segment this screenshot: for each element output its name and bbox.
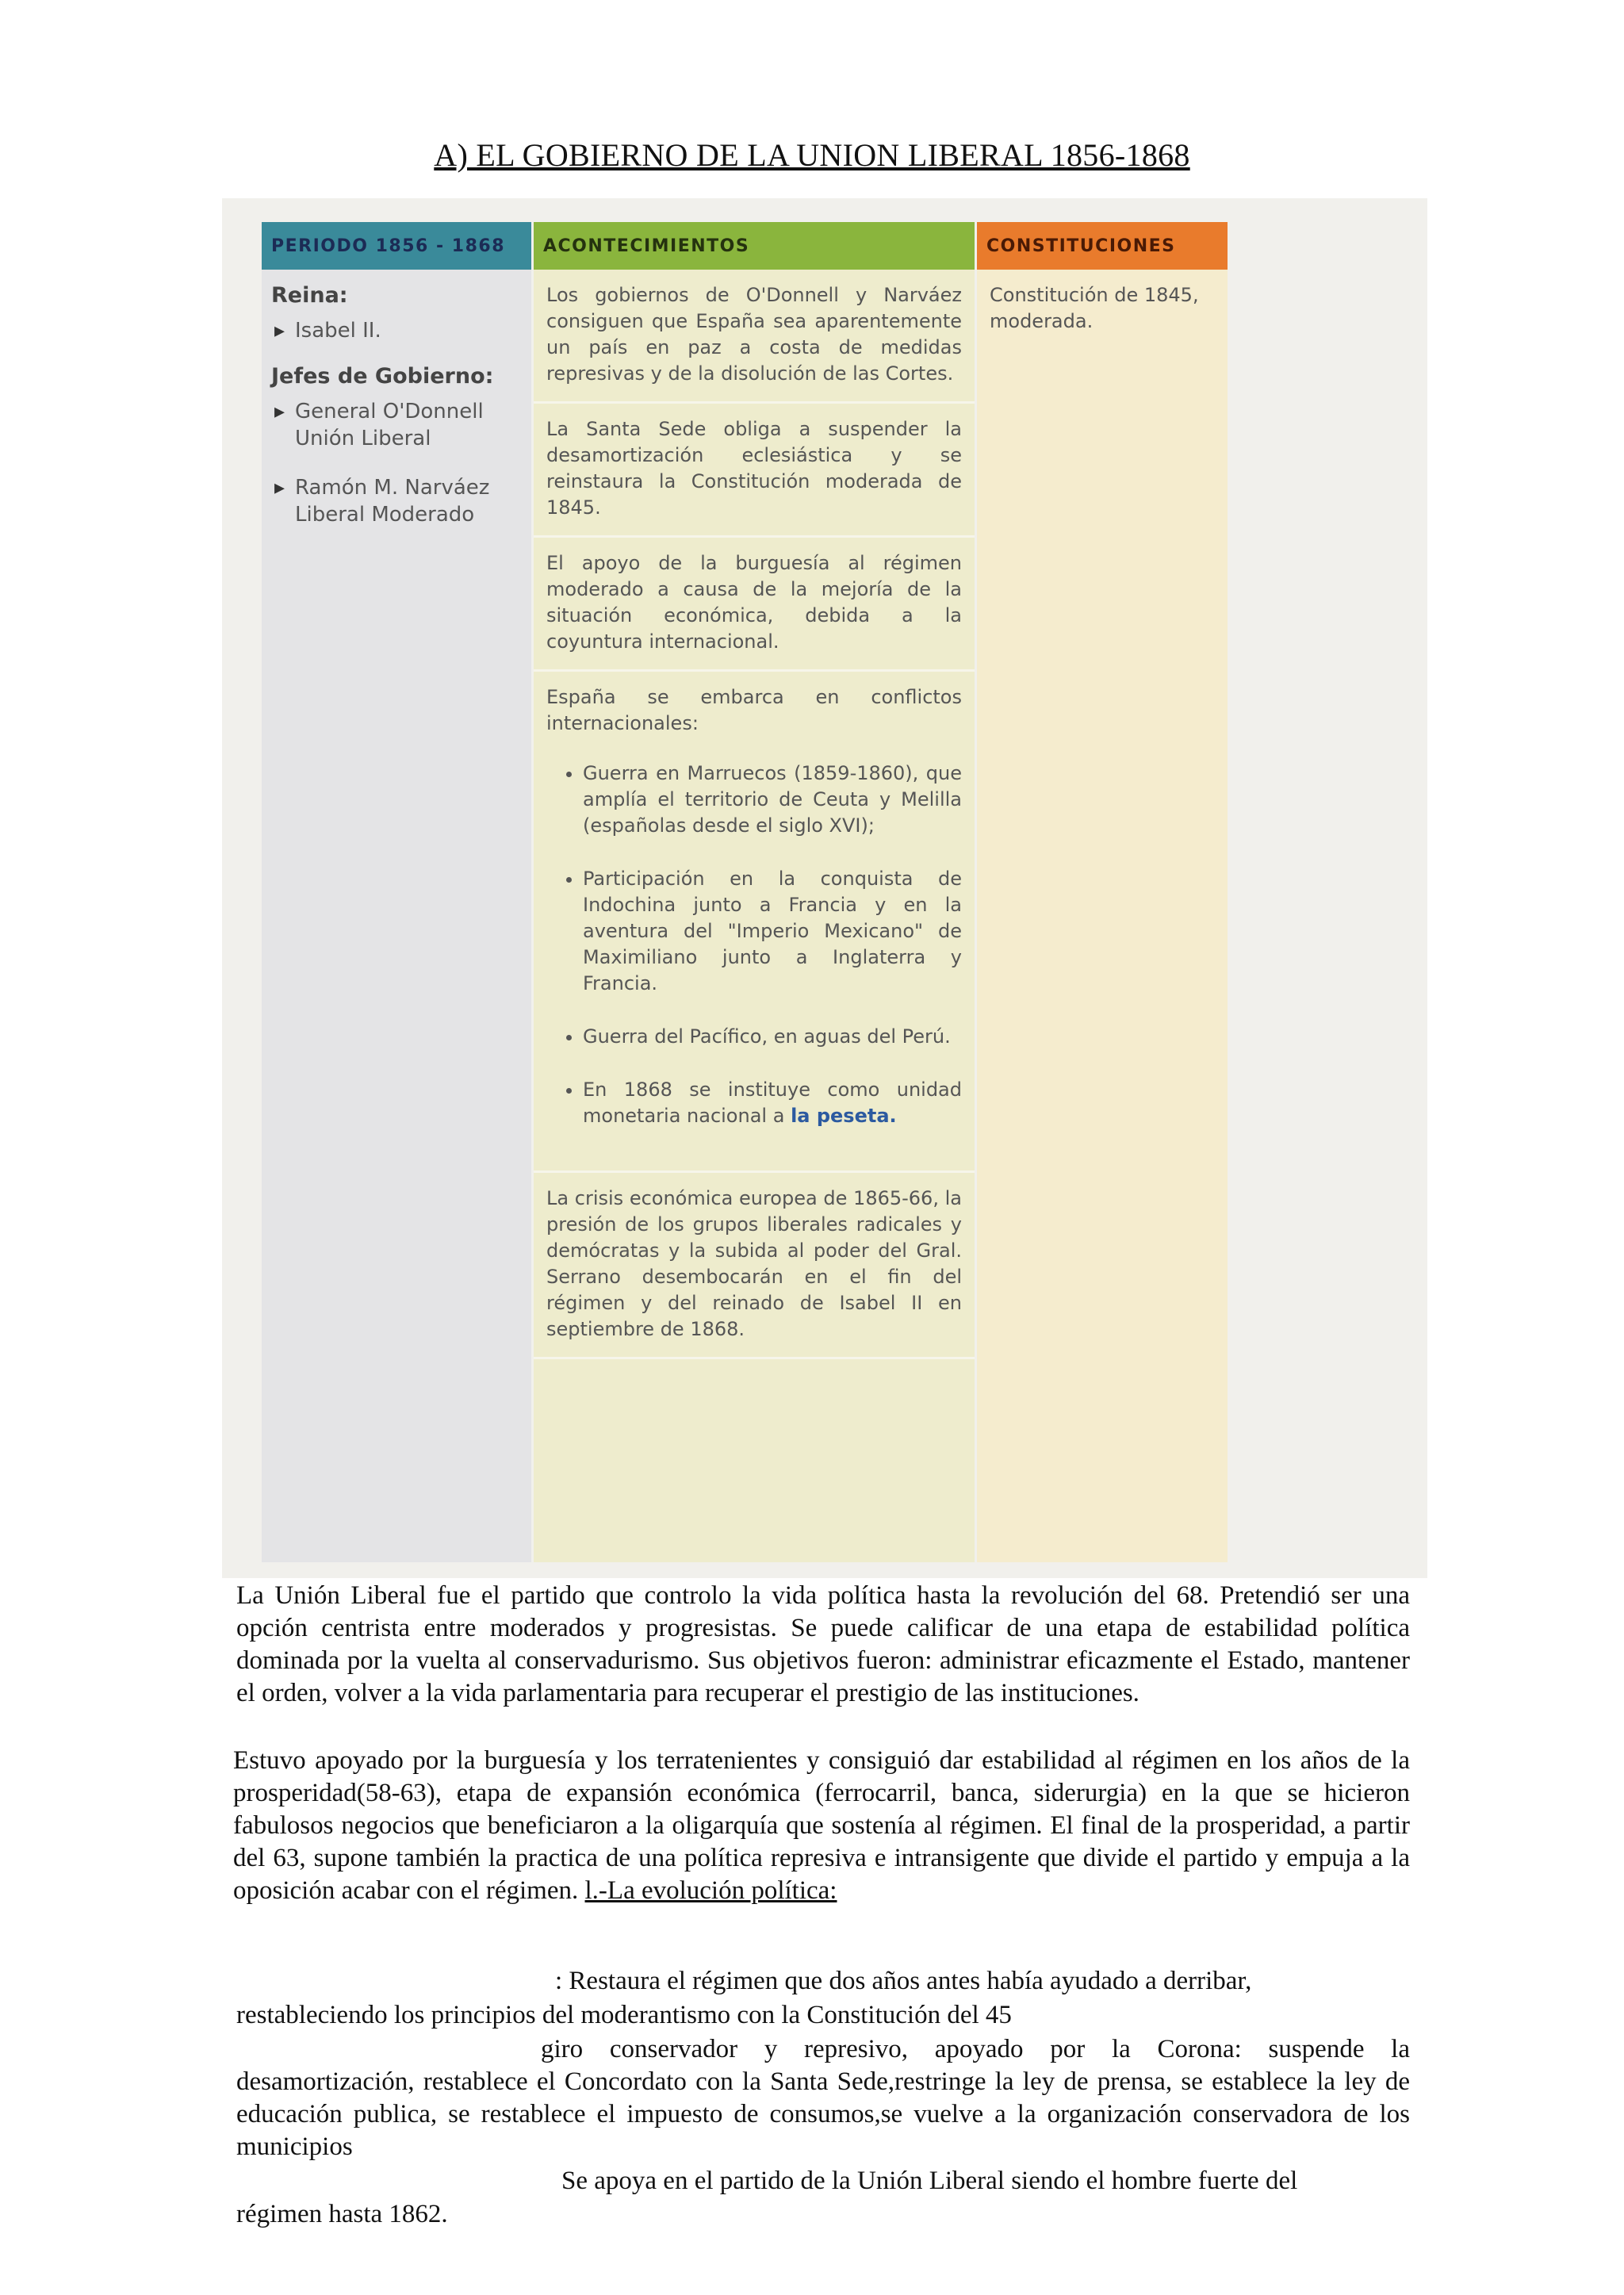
event-block: La Santa Sede obliga a suspender la desamortización eclesiástica y se reinstaura la Constitución moderada de 1845. [534, 404, 975, 538]
jefe-name: General O'Donnell [295, 400, 484, 423]
paragraph-2-text: Estuvo apoyado por la burguesía y los terratenientes y consiguió dar estabilidad al régimen en los años de la prosperidad(58-63), etapa de expansión económica (ferrocarril, banca, siderurgia) en la que se hicieron fabulosos negocios que beneficiaron a la oligarquía que sostenía al régimen. El final de la prosperidad, a partir del 63, supone también la practica de una política represiva e intransigente que divide el partido y empuja a la oposición acabar con el régimen. [233, 1746, 1410, 1905]
constituciones-header: CONSTITUCIONES [977, 222, 1228, 270]
event-block: La crisis económica europea de 1865-66, la presión de los grupos liberales radicales y demócratas y la subida al poder del Gral. Serrano desembocarán en el fin del régimen y del reinado de Isabel II en septiembre de 1868. [534, 1173, 975, 1359]
conflict-list [546, 761, 962, 1129]
jefe-party: Liberal Moderado [295, 503, 475, 527]
event-block [534, 672, 975, 1173]
acontecimientos-column [534, 222, 975, 1562]
jefe-name: Ramón M. Narváez [295, 476, 490, 500]
text-line: régimen hasta 1862. [236, 2200, 448, 2228]
text-line: : Restaura el régimen que dos años antes había ayudado a derribar, [555, 1967, 1252, 1995]
periodo-column [262, 222, 531, 1562]
text-paragraph: giro conservador y represivo, apoyado por la Corona: suspende la desamortización, restablece el Concordato con la Santa Sede,restringe la ley de prensa, se establece la ley de educación publica, se restablece el impuesto de consumos,se vuelve a la organización conservadora de los municipios [236, 2035, 1410, 2161]
document-title: A) EL GOBIERNO DE LA UNION LIBERAL 1856-1868 [434, 137, 1190, 173]
jefe-item [271, 398, 522, 452]
list-item: • Guerra del Pacífico, en aguas del Perú. [583, 1024, 962, 1050]
text-line: restableciendo los principios del moderantismo con la Constitución del 45 [236, 2001, 1012, 2029]
paragraph-1: La Unión Liberal fue el partido que controlo la vida política hasta la revolución del 68. Pretendió ser una opción centrista entre moderados y progresistas. Se puede calificar de una etapa de estabilidad política dominada por la vuelta al conservadurismo. Sus objetivos fueron: administrar eficazmente el Estado, mantener el orden, volver a la vida parlamentaria para recuperar el prestigio de las instituciones. [236, 1581, 1410, 1707]
event-block: El apoyo de la burguesía al régimen moderado a causa de la mejoría de la situación económica, debida a la coyuntura internacional. [534, 538, 975, 672]
list-item: • Guerra en Marruecos (1859-1860), que amplía el territorio de Ceuta y Melilla (españolas desde el siglo XVI); [583, 761, 962, 839]
text-line: Se apoya en el partido de la Unión Liberal siendo el hombre fuerte del [561, 2167, 1298, 2195]
paragraph-2 [233, 1745, 1410, 1907]
constituciones-column [977, 222, 1228, 1562]
constitucion-text: Constitución de 1845, moderada. [990, 284, 1199, 332]
jefes-label: Jefes de Gobierno: [271, 364, 494, 389]
summary-table [222, 198, 1427, 1578]
jefe-item [271, 474, 522, 528]
peseta-link[interactable]: la peseta. [791, 1105, 897, 1127]
list-item [583, 1077, 962, 1129]
peseta-text: En 1868 se instituye como unidad monetaria nacional a [583, 1079, 962, 1127]
reina-item: ▸ Isabel II. [271, 317, 522, 344]
event-intro: España se embarca en conflictos internacionales: [546, 686, 962, 734]
reina-label: Reina: [271, 283, 348, 308]
list-item: • Participación en la conquista de Indochina junto a Francia y en la aventura del "Imperio Mexicano" de Maximiliano junto a Inglaterra y Francia. [583, 866, 962, 997]
periodo-header: PERIODO 1856 - 1868 [262, 222, 531, 270]
event-block: Los gobiernos de O'Donnell y Narváez consiguen que España sea aparentemente un país en paz a costa de medidas represivas y de la disolución de las Cortes. [534, 270, 975, 404]
jefe-party: Unión Liberal [295, 427, 431, 450]
evolucion-heading: l.-La evolución política: [584, 1876, 837, 1905]
acontecimientos-header: ACONTECIMIENTOS [534, 222, 975, 270]
